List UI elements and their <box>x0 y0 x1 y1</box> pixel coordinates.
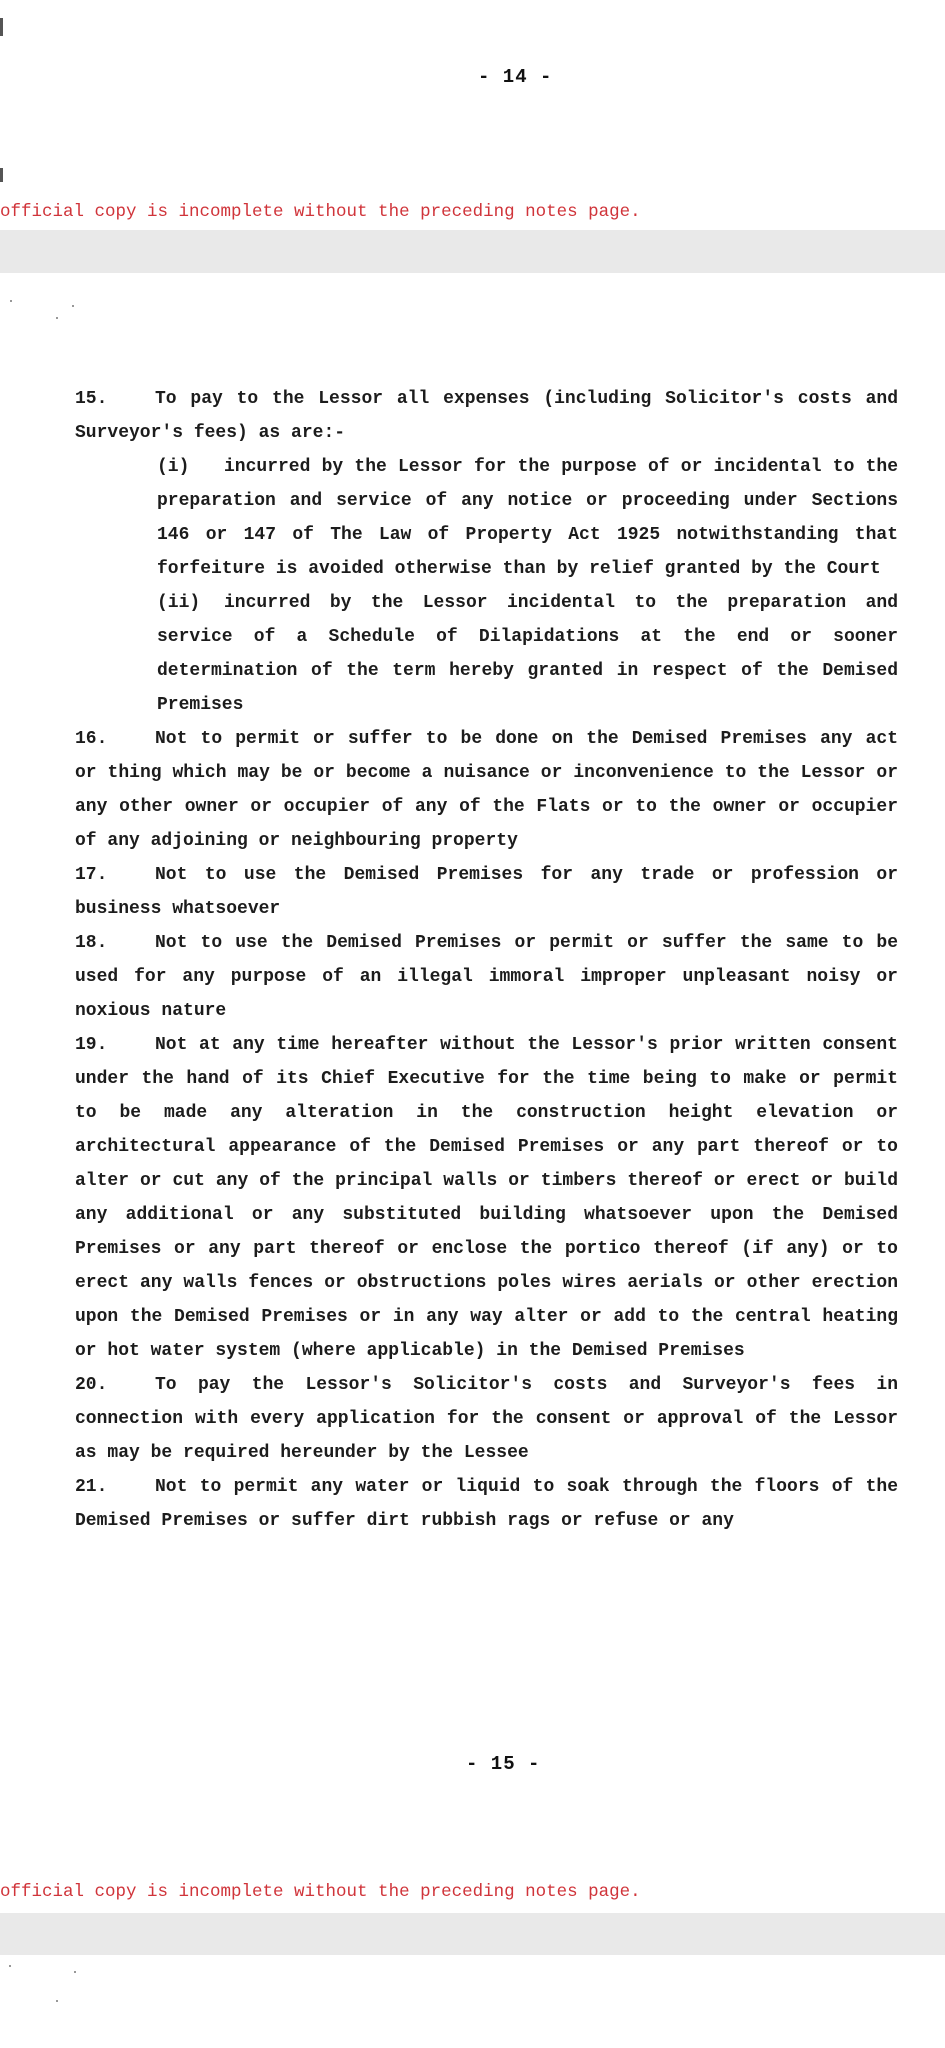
clause-number: 15. <box>75 389 108 409</box>
clause-number: 16. <box>75 729 108 749</box>
lease-clauses <box>75 382 898 1538</box>
document-page-15 <box>0 273 945 1913</box>
scan-speck <box>56 317 58 319</box>
page-number-15: - 15 - <box>466 1753 541 1775</box>
clause-text: Not to permit or suffer to be done on the Demised Premises any act or thing which may be or become a nuisance or inconvenience to the Lessor or any other owner or occupier of any of the Flats or to the owner or occupier of any adjoining or neighbouring property <box>75 729 898 851</box>
clause-21 <box>75 1470 898 1538</box>
subclause-number: (ii) <box>157 593 201 613</box>
official-copy-notice: official copy is incomplete without the preceding notes page. <box>0 1882 641 1902</box>
document-page-next <box>0 1955 945 2048</box>
scan-speck <box>74 1971 76 1973</box>
clause-number: 17. <box>75 865 108 885</box>
scan-speck <box>9 1965 11 1967</box>
scan-speck <box>56 2000 58 2002</box>
clause-text: Not at any time hereafter without the Lessor's prior written consent under the hand of its Chief Executive for the time being to make or permit to be made any alteration in the construction height elevation or architectural appearance of the Demised Premises or any part thereof or to alter or cut any of the principal walls or timbers thereof or erect or build any additional or any substituted building whatsoever upon the Demised Premises or any part thereof or enclose the portico thereof (if any) or to erect any walls fences or obstructions poles wires aerials or other erection upon the Demised Premises or in any way alter or add to the central heating or hot water system (where applicable) in the Demised Premises <box>75 1035 898 1361</box>
scan-speck <box>10 300 12 302</box>
clause-text: To pay to the Lessor all expenses (including Solicitor's costs and Surveyor's fees) as are:- <box>75 389 898 443</box>
clause-text: Not to permit any water or liquid to soak through the floors of the Demised Premises or suffer dirt rubbish rags or refuse or any <box>75 1477 898 1531</box>
clause-number: 18. <box>75 933 108 953</box>
clause-16 <box>75 722 898 858</box>
scan-edge-mark <box>0 168 3 182</box>
subclause-text: incurred by the Lessor for the purpose of or incidental to the preparation and service of any notice or proceeding under Sections 146 or 147 of The Law of Property Act 1925 notwithstanding that forfeiture is avoided otherwise than by relief granted by the Court <box>157 457 898 579</box>
clause-number: 19. <box>75 1035 108 1055</box>
clause-19 <box>75 1028 898 1368</box>
clause-text: Not to use the Demised Premises for any trade or profession or business whatsoever <box>75 865 898 919</box>
clause-15-i <box>157 450 898 586</box>
document-page-top <box>0 0 945 230</box>
scan-speck <box>72 305 74 307</box>
page-number-14: - 14 - <box>478 66 553 88</box>
subclause-number: (i) <box>157 457 190 477</box>
clause-text: Not to use the Demised Premises or permit or suffer the same to be used for any purpose of an illegal immoral improper unpleasant noisy or noxious nature <box>75 933 898 1021</box>
clause-15-ii <box>157 586 898 722</box>
clause-number: 21. <box>75 1477 108 1497</box>
clause-15 <box>75 382 898 450</box>
subclause-text: incurred by the Lessor incidental to the preparation and service of a Schedule of Dilapidations at the end or sooner determination of the term hereby granted in respect of the Demised Premises <box>157 593 898 715</box>
clause-20 <box>75 1368 898 1470</box>
clause-18 <box>75 926 898 1028</box>
official-copy-notice: official copy is incomplete without the preceding notes page. <box>0 202 641 222</box>
scan-edge-mark <box>0 18 3 36</box>
clause-17 <box>75 858 898 926</box>
clause-text: To pay the Lessor's Solicitor's costs and Surveyor's fees in connection with every application for the consent or approval of the Lessor as may be required hereunder by the Lessee <box>75 1375 898 1463</box>
clause-number: 20. <box>75 1375 108 1395</box>
